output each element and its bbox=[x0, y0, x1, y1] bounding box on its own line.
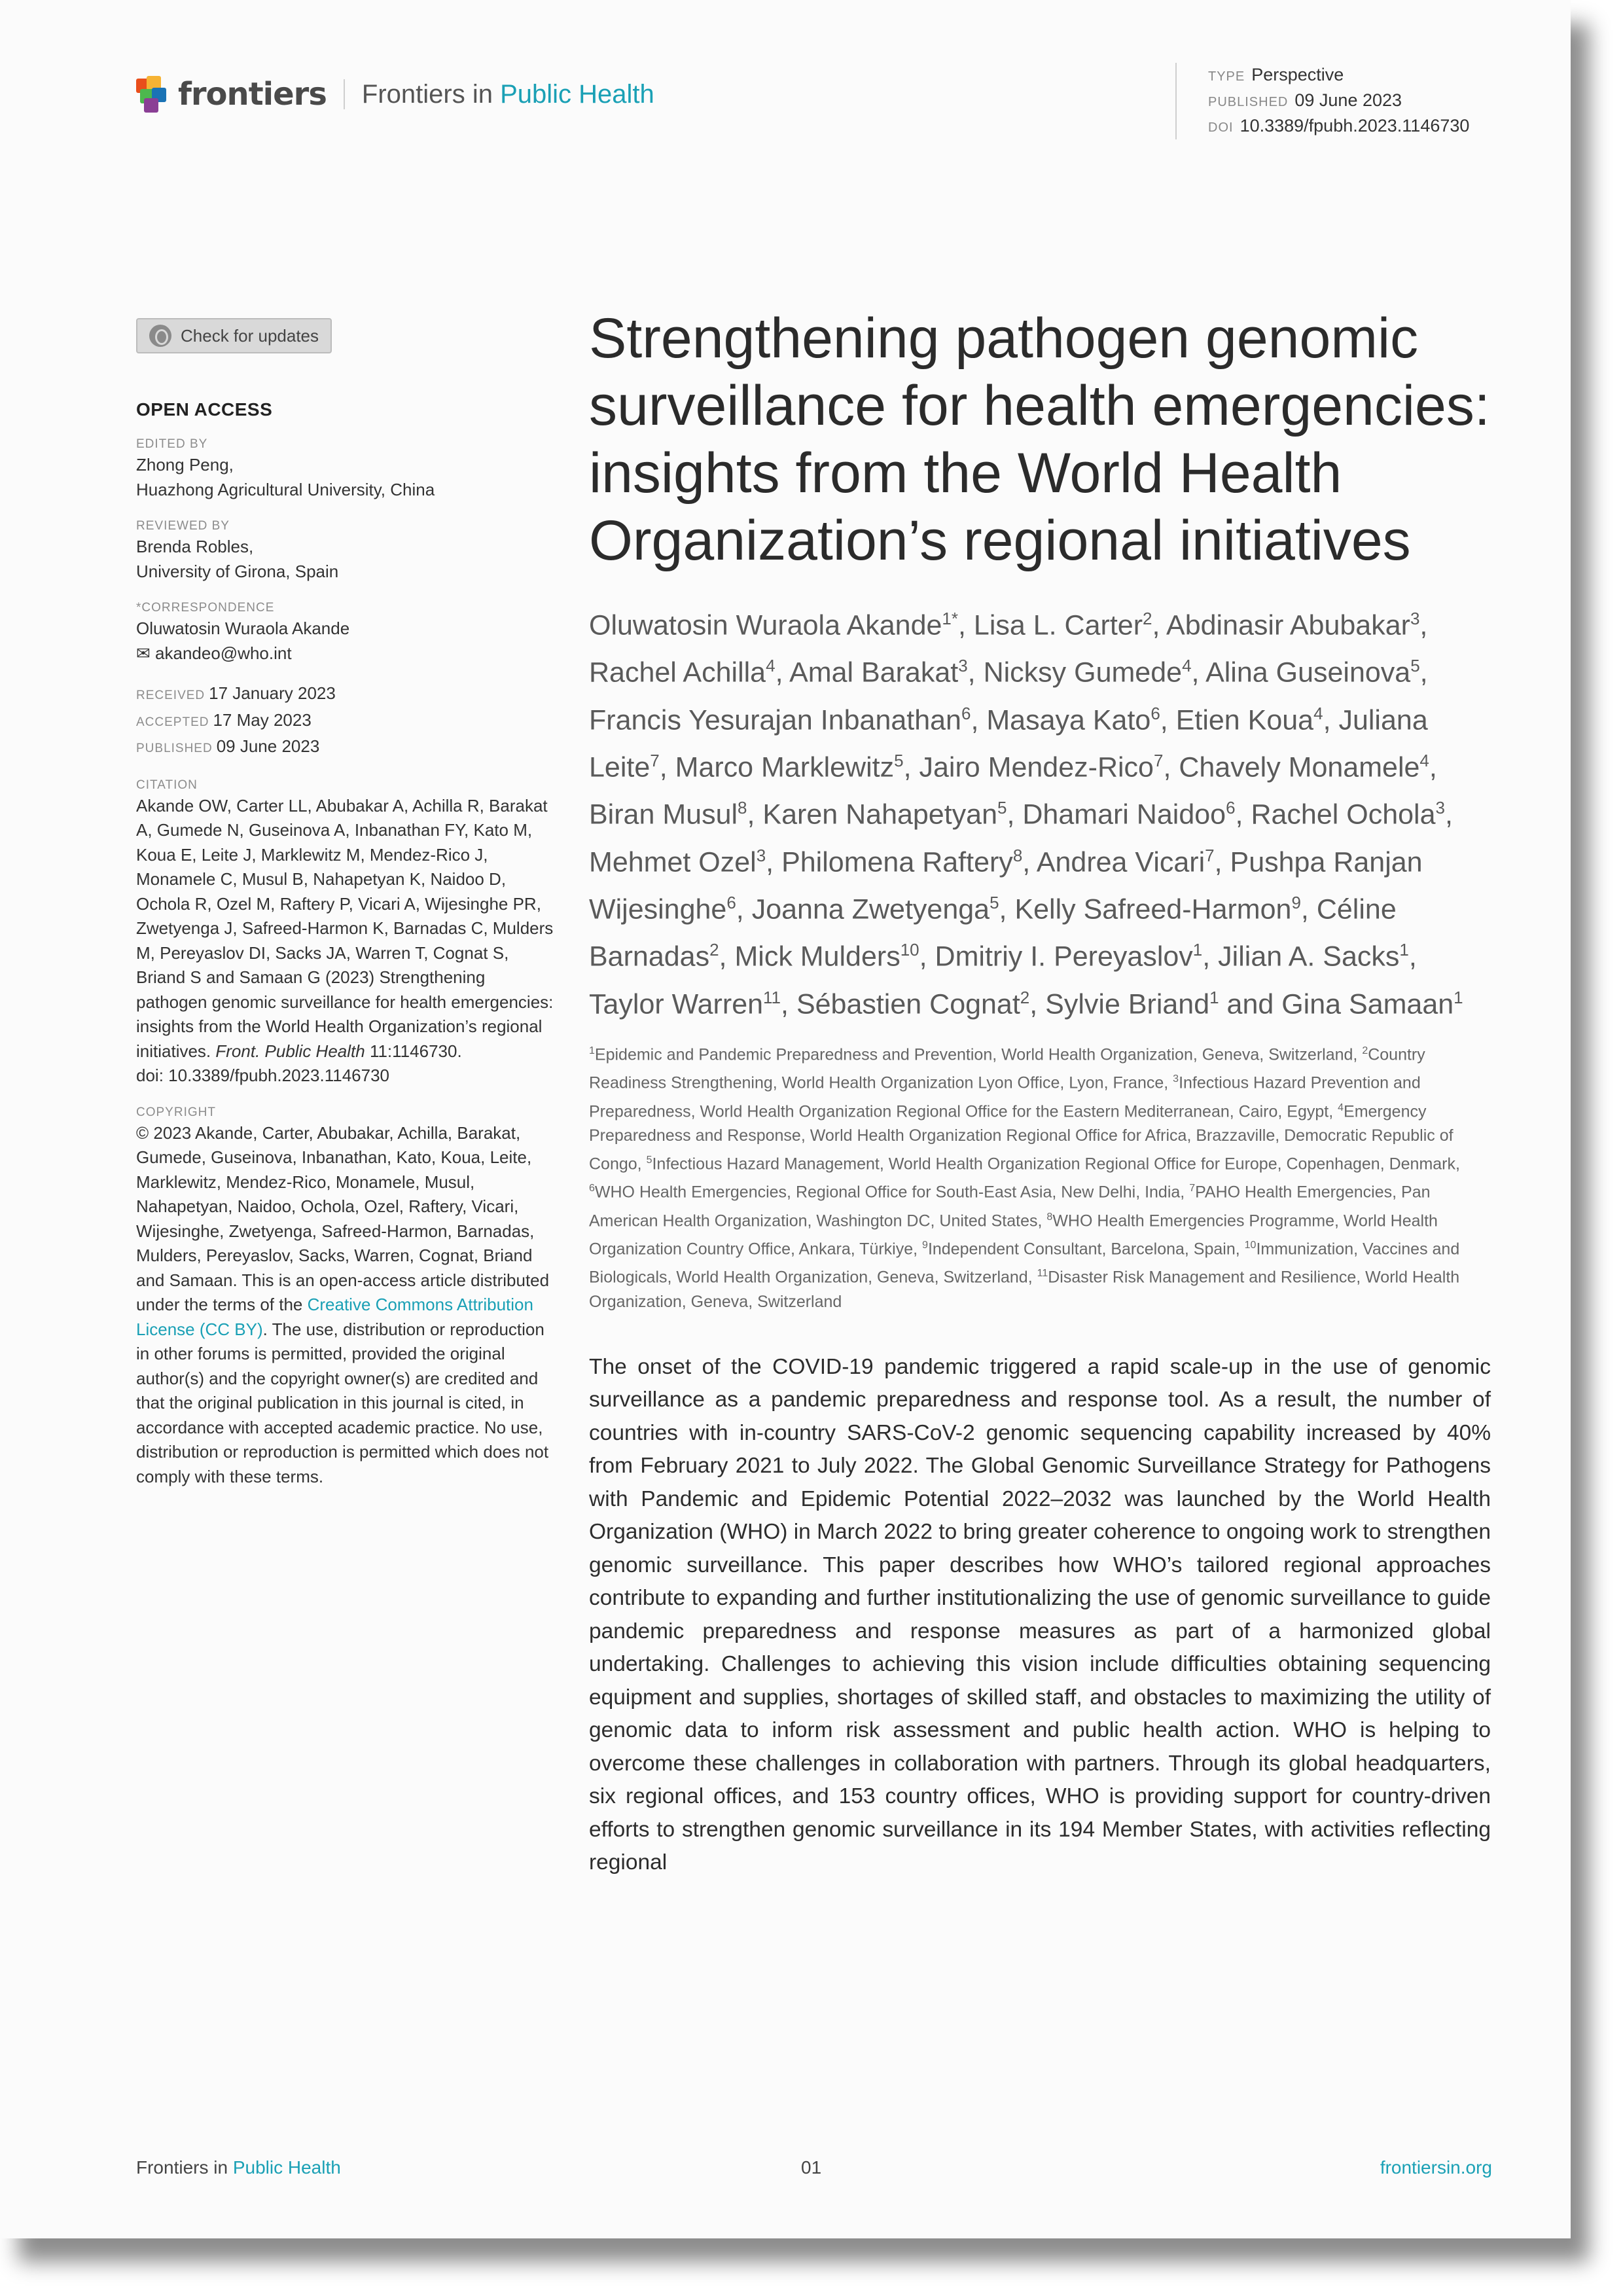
author-name[interactable]: Mehmet Ozel bbox=[589, 846, 757, 878]
author-name[interactable]: Taylor Warren bbox=[589, 988, 764, 1020]
author-name[interactable]: Jairo Mendez-Rico bbox=[919, 751, 1154, 783]
author-affiliation-marker: 6 bbox=[961, 703, 971, 723]
author-name[interactable]: Etien Koua bbox=[1175, 704, 1314, 736]
author-separator: , bbox=[781, 988, 796, 1020]
citation-doi[interactable]: doi: 10.3389/fpubh.2023.1146730 bbox=[136, 1066, 389, 1085]
date-accepted-label: ACCEPTED bbox=[136, 715, 209, 729]
author-separator: , bbox=[999, 893, 1015, 925]
author-affiliation-marker: 3 bbox=[756, 845, 766, 865]
author-affiliation-marker: 4 bbox=[1419, 750, 1429, 770]
affiliation-number: 11 bbox=[1037, 1268, 1048, 1280]
affiliation-text: PAHO Health Emergencies, Pan American Health Organization, Washington DC, United States, bbox=[589, 1183, 1431, 1230]
meta-doi-value[interactable]: 10.3389/fpubh.2023.1146730 bbox=[1240, 116, 1470, 135]
correspondence-email-row bbox=[136, 641, 555, 666]
affiliation-text: Country Readiness Strengthening, World Health Organization Lyon Office, Lyon, France, bbox=[589, 1045, 1425, 1092]
author-name[interactable]: Rachel Achilla bbox=[589, 656, 766, 689]
affiliation-number: 10 bbox=[1244, 1239, 1257, 1251]
author-affiliation-marker: 10 bbox=[900, 940, 919, 960]
logo-divider bbox=[344, 79, 345, 109]
page-footer bbox=[136, 2157, 1492, 2186]
correspondence-block bbox=[136, 600, 555, 666]
affiliation-text: Infectious Hazard Management, World Health Organization Regional Office for Europe, Copenhagen, Denmark, bbox=[652, 1155, 1460, 1174]
author-separator: , bbox=[971, 704, 987, 736]
article-meta bbox=[1175, 63, 1575, 139]
author-affiliation-marker: 3 bbox=[1435, 798, 1445, 818]
author-affiliation-marker: 3 bbox=[958, 656, 968, 676]
page-header bbox=[136, 65, 1492, 149]
meta-doi bbox=[1208, 114, 1575, 139]
date-received bbox=[136, 681, 555, 708]
copyright-body-1: © 2023 Akande, Carter, Abubakar, Achilla, Barakat, Gumede, Guseinova, Inbanathan, Kato, Koua, Leite, Marklewitz, Mendez-Rico, Monamele, Musul, Nahapetyan, Naidoo, Ochola, Ozel, Raftery, Vicari, Wijesinghe, Zwetyenga, Safreed-Harmon, Barnadas, Mulders, Pereyaslov, Sacks, Warren, Cognat, Briand and Samaan. This is an open-access article distributed under the terms of the bbox=[136, 1122, 550, 1314]
meta-published-value: 09 June 2023 bbox=[1294, 90, 1402, 110]
check-for-updates-button[interactable] bbox=[136, 318, 332, 353]
author-separator: , bbox=[1419, 656, 1428, 689]
author-separator: , bbox=[1022, 846, 1037, 878]
author-affiliation-marker: 4 bbox=[1313, 703, 1323, 723]
author-name[interactable]: Biran Musul bbox=[589, 798, 738, 831]
author-name[interactable]: Abdinasir Abubakar bbox=[1166, 609, 1410, 641]
author-name[interactable]: Lisa L. Carter bbox=[973, 609, 1143, 641]
affiliation-text: Emergency Preparedness and Response, World Health Organization Regional Office for Africa, Brazzaville, Democratic Republic of Congo, bbox=[589, 1102, 1454, 1174]
editor-affiliation: Huazhong Agricultural University, China bbox=[136, 479, 435, 499]
reviewer-affiliation: University of Girona, Spain bbox=[136, 561, 339, 581]
affiliation-number: 3 bbox=[1173, 1073, 1179, 1085]
author-separator: , bbox=[1429, 751, 1437, 783]
citation-journal: Front. Public Health bbox=[215, 1041, 365, 1061]
affiliation-number: 7 bbox=[1189, 1183, 1196, 1194]
author-name[interactable]: Sylvie Briand bbox=[1045, 988, 1210, 1020]
affiliation-list bbox=[589, 1039, 1491, 1314]
journal-prefix: Frontiers in bbox=[361, 79, 493, 109]
page-number: 01 bbox=[801, 2157, 822, 2178]
edited-by-block bbox=[136, 436, 555, 502]
author-separator: and bbox=[1219, 988, 1282, 1020]
author-separator: , bbox=[1323, 704, 1339, 736]
author-name[interactable]: Alina Guseinova bbox=[1205, 656, 1411, 689]
author-separator: , bbox=[1160, 704, 1176, 736]
author-name[interactable]: Nicksy Gumede bbox=[983, 656, 1183, 689]
reviewer-name: Brenda Robles, bbox=[136, 537, 254, 556]
author-name[interactable]: Oluwatosin Wuraola Akande bbox=[589, 609, 942, 641]
author-affiliation-marker: 2 bbox=[709, 940, 719, 960]
author-affiliation-marker: 8 bbox=[1012, 845, 1023, 865]
affiliation-number: 5 bbox=[646, 1154, 652, 1166]
article-sidebar bbox=[136, 318, 555, 1489]
open-access-heading: OPEN ACCESS bbox=[136, 399, 273, 420]
article-main bbox=[589, 305, 1491, 1880]
author-separator: , bbox=[1408, 941, 1417, 973]
footer-site-link[interactable]: frontiersin.org bbox=[1380, 2157, 1492, 2178]
author-affiliation-marker: 7 bbox=[1205, 845, 1215, 865]
author-separator: , bbox=[766, 846, 782, 878]
author-name[interactable]: Chavely Monamele bbox=[1179, 751, 1420, 783]
author-affiliation-marker: 1 bbox=[1454, 987, 1463, 1007]
author-name[interactable]: Kelly Safreed-Harmon bbox=[1014, 893, 1292, 925]
affiliation-number: 8 bbox=[1046, 1211, 1053, 1223]
author-separator: , bbox=[1152, 609, 1167, 641]
date-accepted bbox=[136, 708, 555, 735]
author-separator: , bbox=[1191, 656, 1206, 689]
author-name[interactable]: Philomena Raftery bbox=[781, 846, 1013, 878]
footer-journal[interactable] bbox=[136, 2157, 341, 2178]
author-affiliation-marker: 5 bbox=[1410, 656, 1420, 676]
author-list bbox=[589, 598, 1491, 1024]
date-received-value: 17 January 2023 bbox=[209, 683, 336, 703]
envelope-icon: ✉ bbox=[136, 643, 151, 663]
author-separator: , bbox=[967, 656, 984, 689]
author-separator: , bbox=[903, 751, 919, 783]
author-separator: , bbox=[1007, 798, 1023, 831]
meta-type-label: TYPE bbox=[1208, 69, 1245, 84]
reviewed-by-block bbox=[136, 518, 555, 584]
author-name[interactable]: Dhamari Naidoo bbox=[1022, 798, 1226, 831]
journal-name: Public Health bbox=[500, 79, 654, 109]
affiliation-number: 9 bbox=[922, 1239, 928, 1251]
date-received-label: RECEIVED bbox=[136, 689, 205, 702]
correspondence-name: Oluwatosin Wuraola Akande bbox=[136, 619, 350, 638]
date-accepted-value: 17 May 2023 bbox=[213, 709, 312, 730]
author-affiliation-marker: 1 bbox=[1209, 987, 1219, 1007]
copyright-block bbox=[136, 1104, 555, 1490]
author-separator: , bbox=[1235, 798, 1251, 831]
author-affiliation-marker: 1 bbox=[1399, 940, 1409, 960]
logo-wordmark: frontiers bbox=[178, 76, 327, 113]
edited-by-label: EDITED BY bbox=[136, 437, 208, 451]
author-separator: , bbox=[1300, 893, 1317, 925]
journal-title[interactable] bbox=[362, 80, 654, 109]
citation-text bbox=[136, 794, 555, 1088]
date-published-label: PUBLISHED bbox=[136, 742, 213, 755]
reviewed-by-label: REVIEWED BY bbox=[136, 519, 230, 533]
author-separator: , bbox=[659, 751, 675, 783]
author-affiliation-marker: 6 bbox=[1226, 798, 1236, 818]
affiliation-text: Immunization, Vaccines and Biologicals, World Health Organization, Geneva, Switzerland, bbox=[589, 1240, 1460, 1287]
editor-name: Zhong Peng, bbox=[136, 455, 234, 475]
abstract-text: The onset of the COVID-19 pandemic triggered a rapid scale-up in the use of genomic surveillance as a pandemic preparedness and response tool. As a result, the number of countries with in-country SARS-CoV-2 genomic sequencing capability increased by 40% from February 2021 to July 2022. The Global Genomic Surveillance Strategy for Pathogens with Pandemic and Epidemic Potential 2022–2032 was launched by the World Health Organization (WHO) in March 2022 to bring greater coherence to ongoing work to strengthen genomic surveillance. This paper describes how WHO’s tailored regional approaches contribute to expanding and further institutionalizing the use of genomic surveillance to guide pandemic preparedness and response measures as part of a harmonized global undertaking. Challenges to achieving this vision include difficulties obtaining sequencing equipment and supplies, shortages of skilled staff, and obstacles to maximizing the utility of genomic data to inform risk assessment and public health action. WHO is helping to overcome these challenges in collaboration with partners. Through its global headquarters, six regional offices, and 153 country offices, WHO is providing support for country-driven efforts to strengthen genomic surveillance in its 194 Member States, with activities reflecting regional bbox=[589, 1354, 1491, 1875]
date-published bbox=[136, 734, 555, 761]
author-affiliation-marker: 11 bbox=[763, 987, 781, 1007]
check-updates-label: Check for updates bbox=[181, 325, 319, 346]
footer-journal-name: Public Health bbox=[232, 2157, 341, 2178]
citation-block bbox=[136, 777, 555, 1088]
author-separator: , bbox=[719, 941, 735, 973]
author-name[interactable]: Sébastien Cognat bbox=[796, 988, 1020, 1020]
author-separator: , bbox=[1444, 798, 1453, 831]
author-affiliation-marker: 2 bbox=[1143, 609, 1152, 628]
correspondence-label: *CORRESPONDENCE bbox=[136, 601, 275, 615]
meta-type bbox=[1208, 63, 1575, 88]
meta-type-value: Perspective bbox=[1251, 65, 1344, 84]
author-affiliation-marker: 5 bbox=[997, 798, 1007, 818]
author-name[interactable]: Rachel Ochola bbox=[1251, 798, 1436, 831]
author-affiliation-marker: 3 bbox=[1410, 609, 1420, 628]
author-name[interactable]: Karen Nahapetyan bbox=[762, 798, 997, 831]
author-name[interactable]: Andrea Vicari bbox=[1036, 846, 1205, 878]
author-separator: , bbox=[1202, 941, 1219, 973]
copyright-label: COPYRIGHT bbox=[136, 1105, 216, 1119]
affiliation-number: 1 bbox=[589, 1045, 595, 1056]
author-separator: , bbox=[1029, 988, 1046, 1020]
author-name[interactable]: Céline Barnadas bbox=[589, 893, 1397, 973]
meta-published bbox=[1208, 88, 1575, 114]
author-affiliation-marker: 5 bbox=[990, 892, 999, 912]
author-affiliation-marker: 4 bbox=[766, 656, 776, 676]
author-separator: , bbox=[775, 656, 790, 689]
author-affiliation-marker: 4 bbox=[1182, 656, 1192, 676]
author-affiliation-marker: 8 bbox=[738, 798, 747, 818]
author-separator: , bbox=[1163, 751, 1179, 783]
author-name[interactable]: Juliana Leite bbox=[589, 704, 1428, 783]
copyright-body-2: . The use, distribution or reproduction in other forums is permitted, provided the original author(s) and the copyright owner(s) are credited and that the original publication in this journal is cited, in accordance with accepted academic practice. No use, distribution or reproduction is permitted which does not comply with these terms. bbox=[136, 1319, 549, 1486]
author-name[interactable]: Dmitriy I. Pereyaslov bbox=[935, 941, 1193, 973]
cc-by-license-link[interactable]: Creative Commons Attribution License (CC BY) bbox=[136, 1295, 533, 1339]
affiliation-text: WHO Health Emergencies Programme, World Health Organization Country Office, Ankara, Türkiye, bbox=[589, 1211, 1438, 1259]
affiliation-text: Infectious Hazard Prevention and Preparedness, World Health Organization Regional Office for the Eastern Mediterranean, Cairo, Egypt, bbox=[589, 1073, 1421, 1121]
affiliation-text: Disaster Risk Management and Resilience, World Health Organization, Geneva, Switzerland bbox=[589, 1268, 1460, 1311]
author-affiliation-marker: 2 bbox=[1020, 987, 1030, 1007]
affiliation-number: 2 bbox=[1362, 1045, 1368, 1056]
citation-body: Akande OW, Carter LL, Abubakar A, Achilla R, Barakat A, Gumede N, Guseinova A, Inbanathan FY, Kato M, Koua E, Leite J, Marklewitz M, Mendez-Rico J, Monamele C, Musul B, Nahapetyan K, Naidoo D, Ochola R, Ozel M, Raftery P, Vicari A, Wijesinghe PR, Zwetyenga J, Safreed-Harmon K, Barnadas C, Mulders M, Pereyaslov DI, Sacks JA, Warren T, Cognat S, Briand S and Samaan G (2023) Strengthening pathogen genomic surveillance for health emergencies: insights from the World Health Organization’s regional initiatives. bbox=[136, 795, 554, 1061]
citation-label: CITATION bbox=[136, 778, 198, 792]
author-separator: , bbox=[736, 893, 752, 925]
author-separator: , bbox=[1419, 609, 1428, 641]
author-name[interactable]: Francis Yesurajan Inbanathan bbox=[589, 704, 961, 736]
author-separator: , bbox=[958, 609, 974, 641]
author-affiliation-marker: 5 bbox=[894, 750, 904, 770]
author-affiliation-marker: 7 bbox=[1153, 750, 1164, 770]
author-name[interactable]: Marco Marklewitz bbox=[675, 751, 895, 783]
citation-volume: 11:1146730. bbox=[365, 1041, 462, 1061]
affiliation-text: Independent Consultant, Barcelona, Spain, bbox=[927, 1240, 1245, 1259]
author-name[interactable]: Gina Samaan bbox=[1281, 988, 1454, 1020]
author-affiliation-marker: 7 bbox=[650, 750, 660, 770]
author-separator: , bbox=[919, 941, 935, 973]
author-affiliation-marker: 1* bbox=[942, 609, 958, 628]
check-updates-icon bbox=[149, 325, 171, 347]
correspondence-email[interactable]: akandeo@who.int bbox=[155, 643, 292, 663]
author-name[interactable]: Jilian A. Sacks bbox=[1218, 941, 1400, 973]
frontiers-logo[interactable] bbox=[136, 71, 654, 118]
article-title: Strengthening pathogen genomic surveillance for health emergencies: insights from the World Health Organization’s regional initiatives bbox=[589, 307, 1490, 572]
author-affiliation-marker: 1 bbox=[1192, 940, 1203, 960]
author-name[interactable]: Masaya Kato bbox=[986, 704, 1151, 736]
affiliation-text: WHO Health Emergencies, Regional Office for South-East Asia, New Delhi, India, bbox=[594, 1183, 1190, 1202]
author-name[interactable]: Pushpa Ranjan Wijesinghe bbox=[589, 846, 1423, 925]
affiliation-text: Epidemic and Pandemic Preparedness and Prevention, World Health Organization, Geneva, Switzerland, bbox=[594, 1045, 1363, 1064]
author-name[interactable]: Mick Mulders bbox=[734, 941, 901, 973]
meta-doi-label: DOI bbox=[1208, 120, 1234, 135]
author-separator: , bbox=[747, 798, 763, 831]
author-affiliation-marker: 9 bbox=[1291, 892, 1301, 912]
author-name[interactable]: Amal Barakat bbox=[789, 656, 959, 689]
affiliation-number: 4 bbox=[1338, 1102, 1344, 1113]
copyright-text bbox=[136, 1121, 555, 1490]
meta-published-label: PUBLISHED bbox=[1208, 95, 1289, 109]
affiliation-number: 6 bbox=[589, 1183, 595, 1194]
author-affiliation-marker: 6 bbox=[726, 892, 736, 912]
footer-journal-prefix: Frontiers in bbox=[136, 2157, 228, 2178]
author-separator: , bbox=[1214, 846, 1230, 878]
author-name[interactable]: Joanna Zwetyenga bbox=[751, 893, 990, 925]
frontiers-logo-icon bbox=[136, 76, 169, 113]
author-affiliation-marker: 6 bbox=[1150, 703, 1160, 723]
dates-block bbox=[136, 681, 555, 761]
date-published-value: 09 June 2023 bbox=[216, 736, 320, 756]
